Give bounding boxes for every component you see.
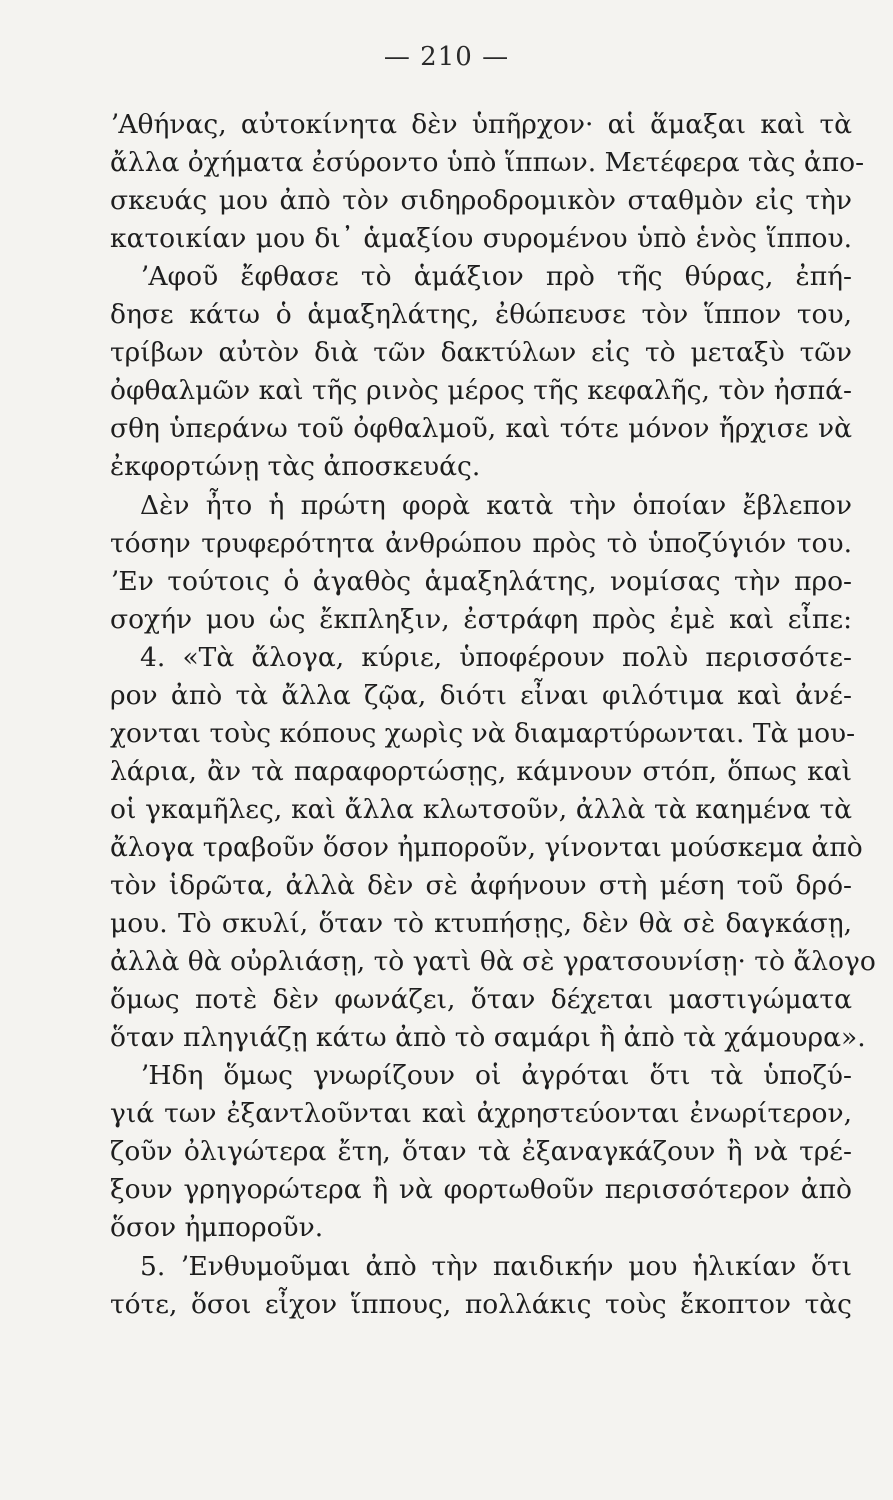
text-line: τὸν ἱδρῶτα, ἀλλὰ δὲν σὲ ἀφήνουν στὴ μέση τοῦ δρό- bbox=[110, 870, 852, 901]
text-line: ὀφθαλμῶν καὶ τῆς ρινὸς μέρος τῆς κεφαλῆς, τὸν ἠσπά- bbox=[110, 375, 852, 407]
text-line: τότε, ὅσοι εἶχον ἵππους, πολλάκις τοὺς ἔκοπτον τὰς bbox=[110, 1288, 852, 1320]
text-line: 4. «Τὰ ἄλογα, κύριε, ὑποφέρουν πολὺ περισσότε- bbox=[140, 641, 852, 673]
text-line: ἐκφορτώνῃ τὰς ἀποσκευάς. bbox=[110, 451, 481, 483]
text-line: χονται τοὺς κόπους χωρὶς νὰ διαμαρτύρωνται. Τὰ μου- bbox=[110, 717, 856, 749]
text-line: ʼΕν τούτοις ὁ ἀγαθὸς ἁμαξηλάτης, νομίσας τὴν προ- bbox=[110, 565, 852, 597]
text-line: ὅσον ἠμποροῦν. bbox=[110, 1212, 324, 1244]
text-line: ζοῦν ὀλιγώτερα ἔτη, ὅταν τὰ ἐξαναγκάζουν ἢ νὰ τρέ- bbox=[110, 1136, 852, 1168]
text-line: ρον ἀπὸ τὰ ἄλλα ζῷα, διότι εἶναι φιλότιμα καὶ ἀνέ- bbox=[110, 679, 852, 711]
text-line: κατοικίαν μου δι᾿ ἁμαξίου συρομένου ὑπὸ ἑνὸς ἵππου. bbox=[110, 223, 852, 255]
text-line: ὅταν πληγιάζῃ κάτω ἀπὸ τὸ σαμάρι ἢ ἀπὸ τὰ χάμουρα». bbox=[110, 1022, 866, 1054]
text-line: ἄλλα ὀχήματα ἐσύροντο ὑπὸ ἵππων. Μετέφερα τὰς ἀπο- bbox=[110, 147, 865, 179]
text-line: ξουν γρηγορώτερα ἢ νὰ φορτωθοῦν περισσότερον ἀπὸ bbox=[110, 1174, 852, 1206]
text-line: δησε κάτω ὁ ἁμαξηλάτης, ἐθώπευσε τὸν ἵππον του, bbox=[110, 299, 852, 331]
text-line: σθη ὑπεράνω τοῦ ὀφθαλμοῦ, καὶ τότε μόνον ἤρχισε νὰ bbox=[110, 413, 852, 445]
text-line: ἄλογα τραβοῦν ὅσον ἠμποροῦν, γίνονται μούσκεμα ἀπὸ bbox=[110, 831, 863, 863]
text-line: λάρια, ἂν τὰ παραφορτώσῃς, κάμνουν στόπ, ὅπως καὶ bbox=[110, 755, 852, 787]
text-line: σκευάς μου ἀπὸ τὸν σιδηροδρομικὸν σταθμὸν εἰς τὴν bbox=[110, 185, 852, 217]
text-line: τόσην τρυφερότητα ἀνθρώπου πρὸς τὸ ὑποζύγιόν του. bbox=[110, 527, 852, 559]
text-line: 5. ʼΕνθυμοῦμαι ἀπὸ τὴν παιδικήν μου ἡλικίαν ὅτι bbox=[140, 1250, 852, 1282]
text-line: γιά των ἐξαντλοῦνται καὶ ἀχρηστεύονται ἐνωρίτερον, bbox=[110, 1098, 852, 1130]
text-line: ἀλλὰ θὰ οὐρλιάσῃ, τὸ γατὶ θὰ σὲ γρατσουνίσῃ· τὸ ἄλογο bbox=[110, 946, 876, 978]
text-line: ʼΑφοῦ ἔφθασε τὸ ἁμάξιον πρὸ τῆς θύρας, ἐπή- bbox=[140, 261, 852, 293]
page-number: — 210 — bbox=[383, 42, 510, 72]
text-line: ʼΗδη ὅμως γνωρίζουν οἱ ἀγρόται ὅτι τὰ ὑποζύ- bbox=[140, 1060, 852, 1092]
text-line: Δὲν ἦτο ἡ πρώτη φορὰ κατὰ τὴν ὁποίαν ἔβλεπον bbox=[140, 489, 852, 521]
text-line: ὅμως ποτὲ δὲν φωνάζει, ὅταν δέχεται μαστιγώματα bbox=[110, 984, 852, 1016]
text-line: οἱ γκαμῆλες, καὶ ἄλλα κλωτσοῦν, ἀλλὰ τὰ καημένα τὰ bbox=[110, 793, 852, 825]
text-line: τρίβων αὐτὸν διὰ τῶν δακτύλων εἰς τὸ μεταξὺ τῶν bbox=[110, 337, 852, 369]
text-line: ʼΑθήνας, αὐτοκίνητα δὲν ὑπῆρχον· αἱ ἅμαξαι καὶ τὰ bbox=[110, 109, 852, 140]
text-line: σοχήν μου ὡς ἔκπληξιν, ἐστράφη πρὸς ἐμὲ καὶ εἶπε: bbox=[110, 603, 852, 635]
text-line: μου. Τὸ σκυλί, ὅταν τὸ κτυπήσῃς, δὲν θὰ σὲ δαγκάσῃ, bbox=[110, 908, 852, 940]
